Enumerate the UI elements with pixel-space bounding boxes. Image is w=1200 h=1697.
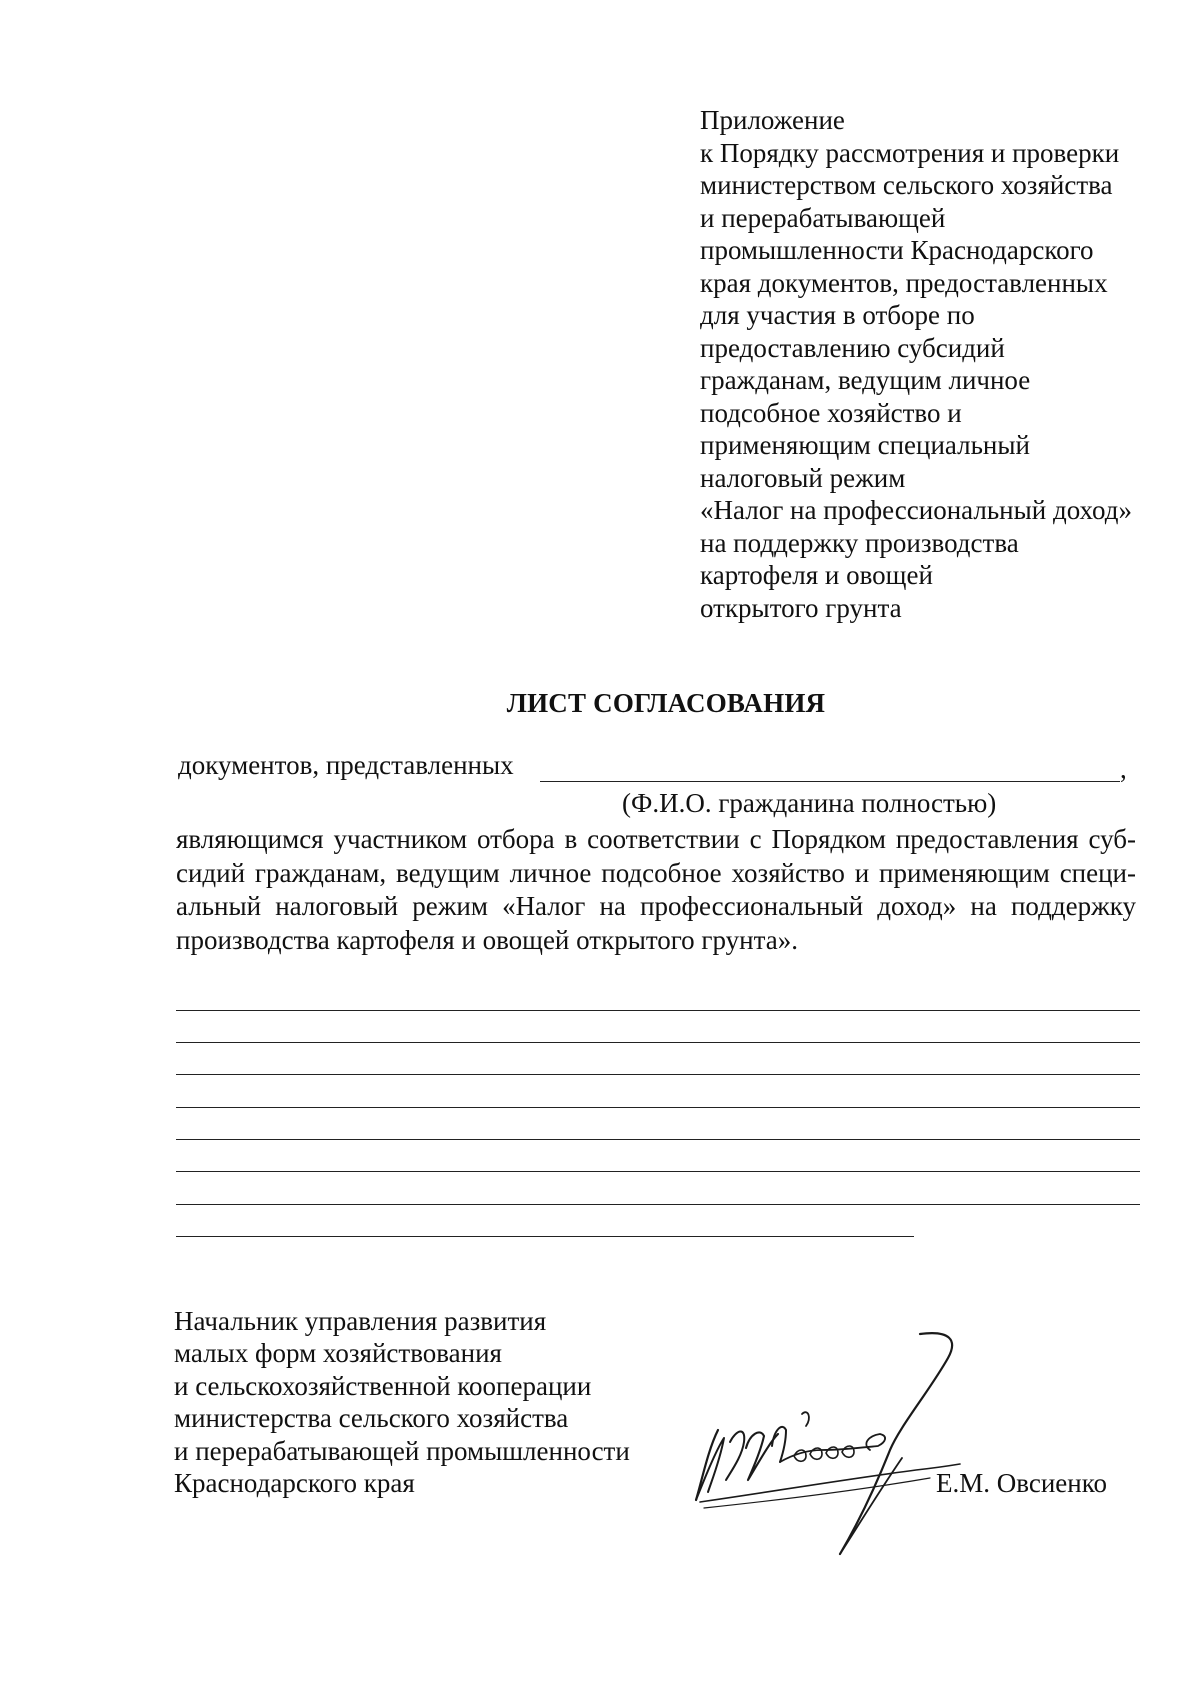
- appendix-line: к Порядку рассмотрения и проверки: [700, 137, 1120, 168]
- appendix-line: применяющим специальный: [700, 430, 1030, 460]
- signatory-line: и сельскохозяйственной кооперации: [174, 1370, 592, 1401]
- appendix-line: подсобное хозяйство и: [700, 397, 962, 428]
- appendix-line: министерством сельского хозяйства: [700, 170, 1113, 200]
- body-line: альный налоговый режим «Налог на профессиональный доход» на поддержку: [176, 891, 1136, 921]
- submitted-label: документов, представленных: [178, 750, 514, 780]
- body-line: производства картофеля и овощей открытого грунта».: [176, 924, 798, 955]
- signatory-line: Начальник управления развития: [174, 1306, 547, 1336]
- blank-line[interactable]: [176, 1074, 1140, 1075]
- document-title: ЛИСТ СОГЛАСОВАНИЯ: [506, 688, 826, 718]
- blank-line[interactable]: [176, 1042, 1140, 1043]
- appendix-line: предоставлению субсидий: [700, 332, 1005, 363]
- citizen-name-blank[interactable]: [540, 781, 1120, 782]
- submitted-row: [178, 750, 1138, 790]
- signatory-line: Краснодарского края: [174, 1468, 415, 1499]
- blank-line[interactable]: [176, 1107, 1140, 1108]
- signatory-line: министерства сельского хозяйства: [174, 1403, 569, 1434]
- appendix-line: «Налог на профессиональный доход»: [700, 495, 1132, 525]
- appendix-block: [700, 104, 1180, 624]
- appendix-line: картофеля и овощей: [700, 560, 933, 590]
- appendix-line: края документов, предоставленных: [700, 267, 1108, 298]
- appendix-line: Приложение: [700, 105, 845, 135]
- appendix-line: гражданам, ведущим личное: [700, 365, 1031, 395]
- blank-line[interactable]: [176, 1139, 1140, 1140]
- blank-line[interactable]: [176, 1204, 1140, 1205]
- appendix-line: открытого грунта: [700, 592, 902, 623]
- appendix-line: и перерабатывающей: [700, 202, 946, 233]
- blank-line[interactable]: [176, 1171, 1140, 1172]
- signatory-line: и перерабатывающей промышленности: [174, 1435, 630, 1466]
- appendix-line: налоговый режим: [700, 462, 906, 493]
- fio-hint: (Ф.И.О. гражданина полностью): [622, 788, 997, 818]
- body-paragraph: [176, 823, 1136, 957]
- appendix-line: для участия в отборе по: [700, 300, 975, 330]
- handwritten-signature: [690, 1330, 1030, 1560]
- submitted-comma: ,: [1120, 754, 1127, 784]
- appendix-line: промышленности Краснодарского: [700, 235, 1094, 265]
- blank-line[interactable]: [176, 1010, 1140, 1011]
- body-line: сидий гражданам, ведущим личное подсобное хозяйство и применяющим специ-: [176, 857, 1136, 888]
- blank-line[interactable]: [176, 1236, 914, 1237]
- signatory-line: малых форм хозяйствования: [174, 1338, 502, 1369]
- body-line: являющимся участником отбора в соответствии с Порядком предоставления суб-: [176, 824, 1136, 854]
- appendix-line: на поддержку производства: [700, 527, 1019, 558]
- signatory-position: [174, 1305, 630, 1499]
- signer-name: Е.М. Овсиенко: [936, 1468, 1107, 1498]
